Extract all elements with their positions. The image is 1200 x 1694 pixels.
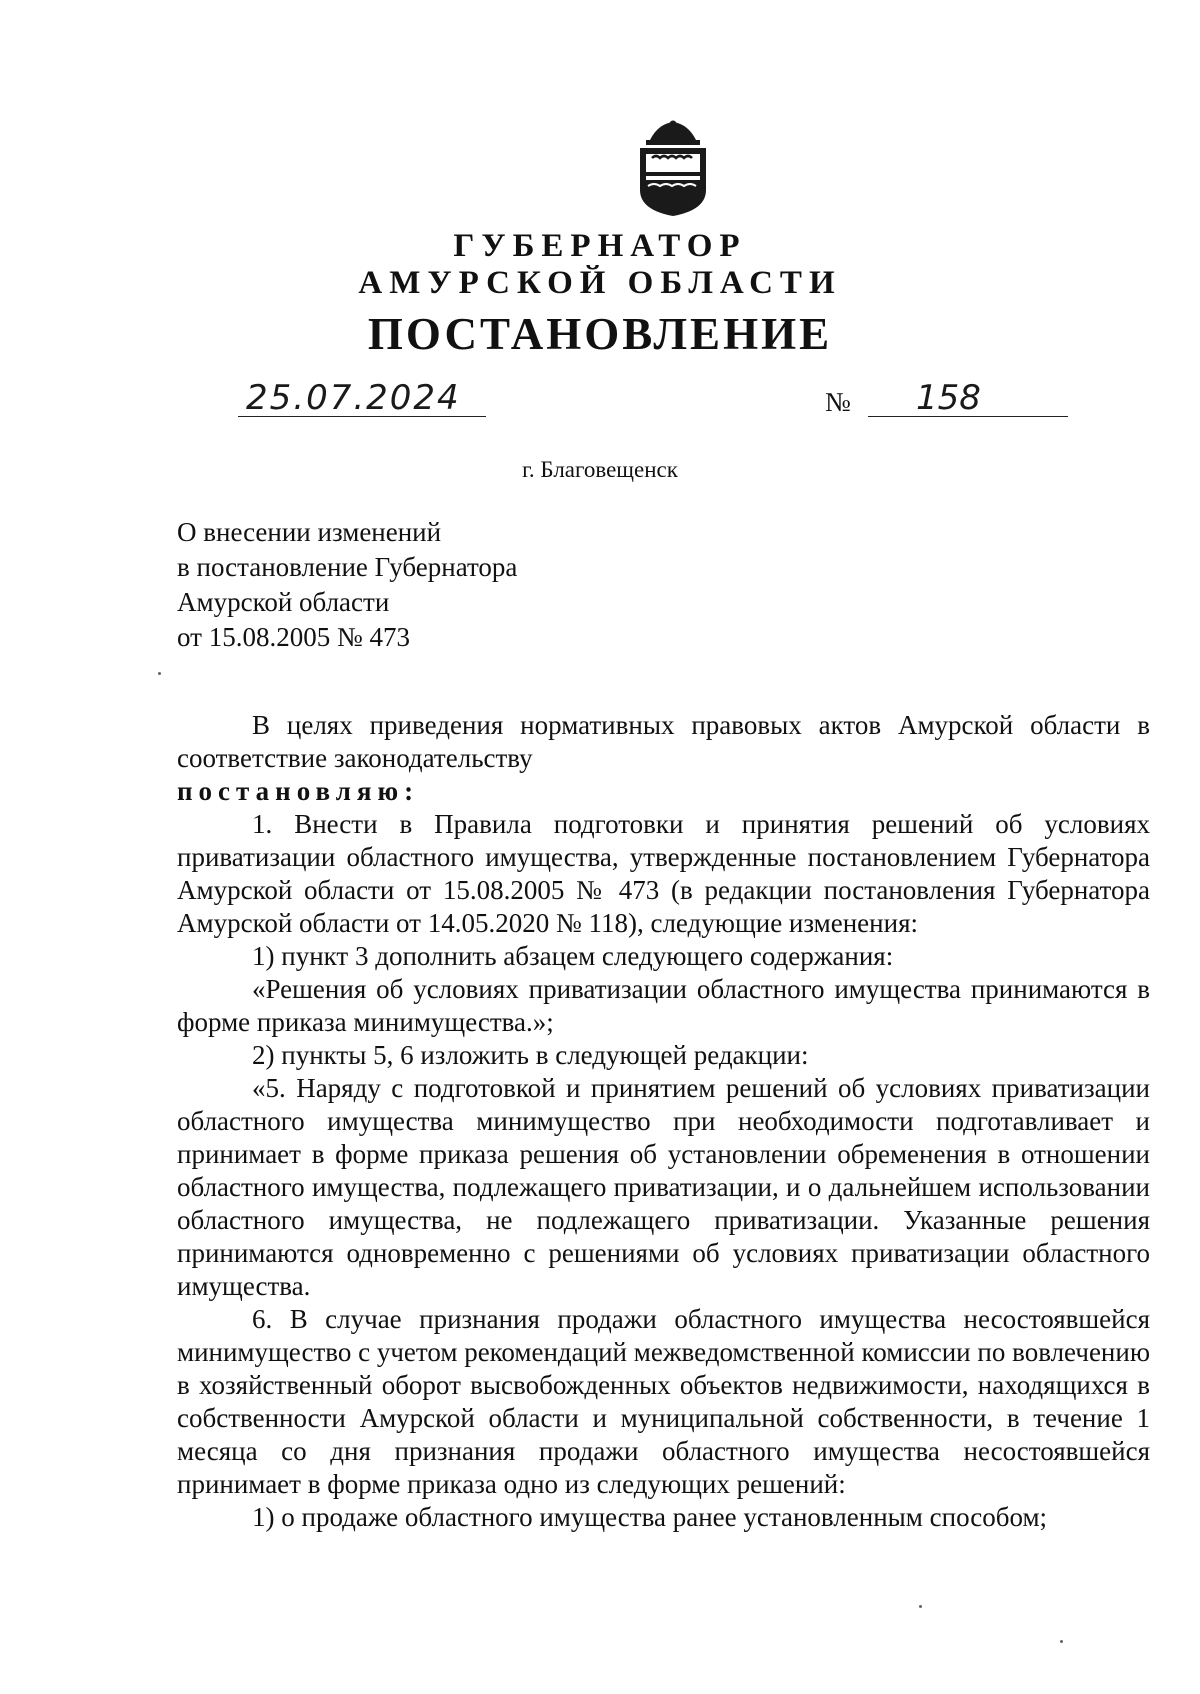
- body-paragraph: «Решения об условиях приватизации областного имущества принимаются в форме приказа минимущества.»;: [177, 974, 1150, 1037]
- document-subject: [177, 515, 517, 655]
- body-paragraph: 2) пункты 5, 6 изложить в следующей редакции:: [252, 1040, 809, 1070]
- subject-line: Амурской области: [177, 587, 390, 617]
- body-paragraph: 1. Внести в Правила подготовки и принятия решений об условиях приватизации областного имущества, утвержденные постановлением Губернатора Амурской области от 15.08.2005 № 473 (в редакции постановления Губернатора Амурской области от 14.05.2020 № 118), следующие изменения:: [177, 809, 1150, 938]
- coat-of-arms-emblem: [630, 118, 716, 218]
- subject-line: от 15.08.2005 № 473: [177, 622, 410, 652]
- number-underline: [868, 416, 1068, 417]
- issuer-region: АМУРСКОЙ ОБЛАСТИ: [358, 265, 842, 301]
- subject-line: в постановление Губернатора: [177, 552, 518, 582]
- issuer-title: ГУБЕРНАТОР: [453, 228, 747, 264]
- intro-paragraph: В целях приведения нормативных правовых актов Амурской области в соответствие законодательству: [177, 710, 1150, 773]
- document-body: [177, 709, 1150, 1534]
- date-underline: [238, 416, 486, 417]
- body-paragraph: 1) пункт 3 дополнить абзацем следующего содержания:: [252, 941, 894, 971]
- number-label: №: [825, 387, 851, 417]
- scan-speck: [919, 1605, 922, 1608]
- subject-line: О внесении изменений: [177, 517, 442, 547]
- city-name: г. Благовещенск: [522, 457, 678, 482]
- document-type-heading: ПОСТАНОВЛЕНИЕ: [367, 309, 833, 359]
- document-date: 25.07.2024: [246, 378, 461, 418]
- body-paragraph: 6. В случае признания продажи областного имущества несостоявшейся минимущество с учетом рекомендаций межведомственной комиссии по вовлечению в хозяйственный оборот высвобожденных объектов недвижимости, находящихся в собственности Амурской области и муниципальной собственности, в течение 1 месяца со дня признания продажи областного имущества несостоявшейся принимает в форме приказа одно из следующих решений:: [177, 1304, 1150, 1499]
- scan-speck: [1060, 1640, 1063, 1643]
- scan-speck: [158, 672, 161, 675]
- body-paragraph: 1) о продаже областного имущества ранее установленным способом;: [252, 1502, 1048, 1532]
- body-paragraph: «5. Наряду с подготовкой и принятием решений об условиях приватизации областного имущества минимущество при необходимости подготавливает и принимает в форме приказа решения об установлении обременения в отношении областного имущества, подлежащего приватизации, и о дальнейшем использовании областного имущества, не подлежащего приватизации. Указанные решения принимаются одновременно с решениями об условиях приватизации областного имущества.: [177, 1073, 1150, 1301]
- decree-word: постановляю:: [177, 776, 420, 806]
- document-number: 158: [916, 378, 981, 418]
